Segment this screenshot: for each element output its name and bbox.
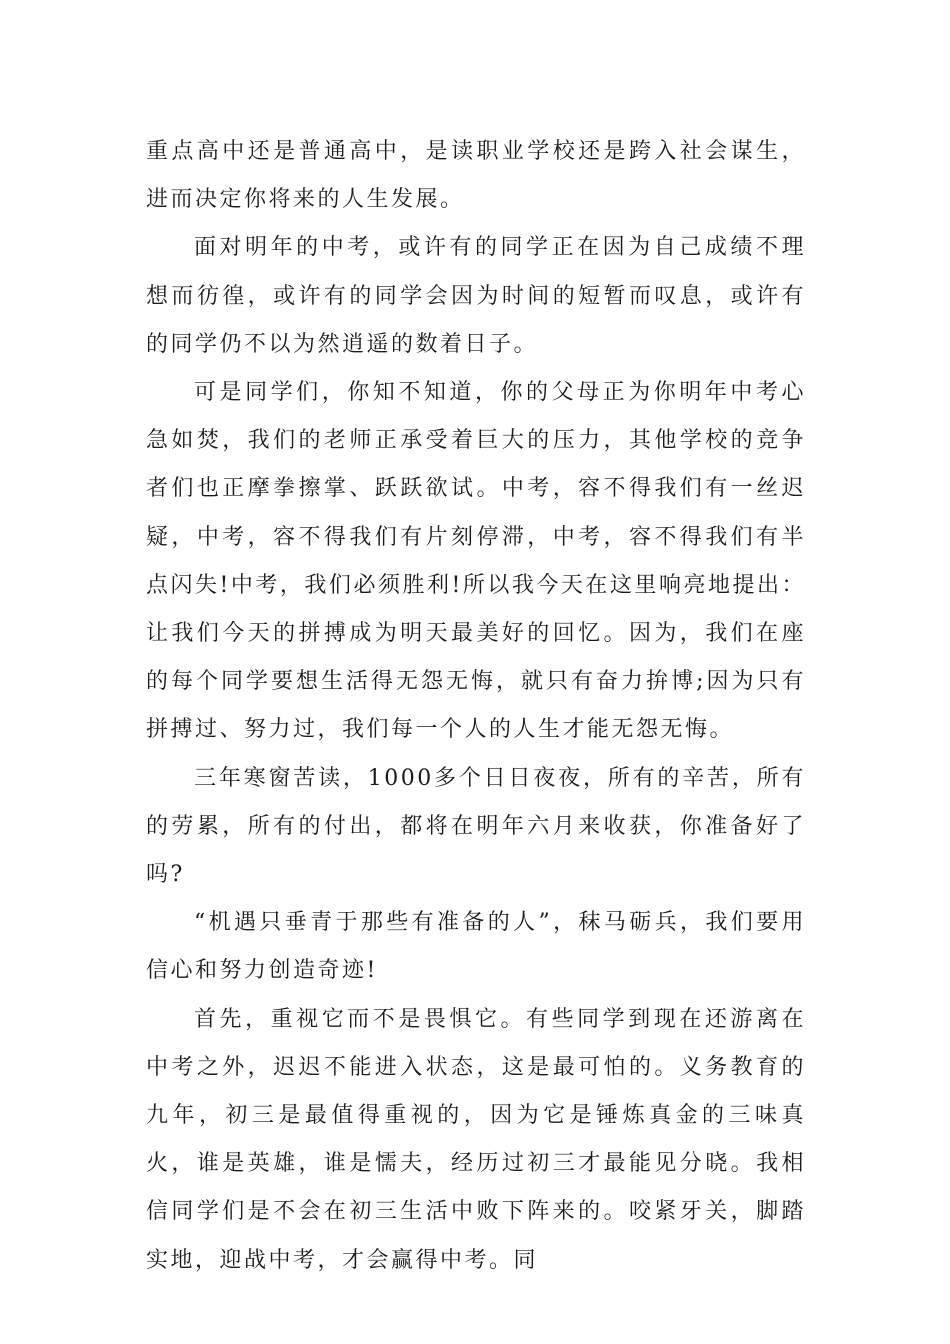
paragraph-4: 三年寒窗苦读，1000多个日日夜夜，所有的辛苦，所有的劳累，所有的付出，都将在明年六月来收获，你准备好了吗? [146, 765, 806, 888]
paragraph-3: 可是同学们，你知不知道，你的父母正为你明年中考心急如焚，我们的老师正承受着巨大的压力，其他学校的竞争者们也正摩拳擦掌、跃跃欲试。中考，容不得我们有一丝迟疑，中考，容不得我们有片刻停滞，中考，容不得我们有半点闪失!中考，我们必须胜利!所以我今天在这里响亮地提出：让我们今天的拼搏成为明天最美好的回忆。因为，我们在座的每个同学要想生活得无怨无悔，就只有奋力拚博;因为只有拼搏过、努力过，我们每一个人的人生才能无怨无悔。 [146, 380, 806, 743]
paragraph-5: “机遇只垂青于那些有准备的人”，秣马砺兵，我们要用信心和努力创造奇迹! [146, 910, 806, 984]
paragraph-1: 重点高中还是普通高中，是读职业学校还是跨入社会谋生，进而决定你将来的人生发展。 [146, 139, 806, 213]
paragraph-6: 首先，重视它而不是畏惧它。有些同学到现在还游离在中考之外，迟迟不能进入状态，这是最可怕的。义务教育的九年，初三是最值得重视的，因为它是锤炼真金的三味真火，谁是英雄，谁是懦夫，经历过初三才最能见分晓。我相信同学们是不会在初三生活中败下阵来的。咬紧牙关，脚踏实地，迎战中考，才会赢得中考。同 [146, 1006, 806, 1273]
body-text [146, 128, 806, 1285]
paragraph-2: 面对明年的中考，或许有的同学正在因为自己成绩不理想而彷徨，或许有的同学会因为时间的短暂而叹息，或许有的同学仍不以为然逍遥的数着日子。 [146, 235, 806, 357]
